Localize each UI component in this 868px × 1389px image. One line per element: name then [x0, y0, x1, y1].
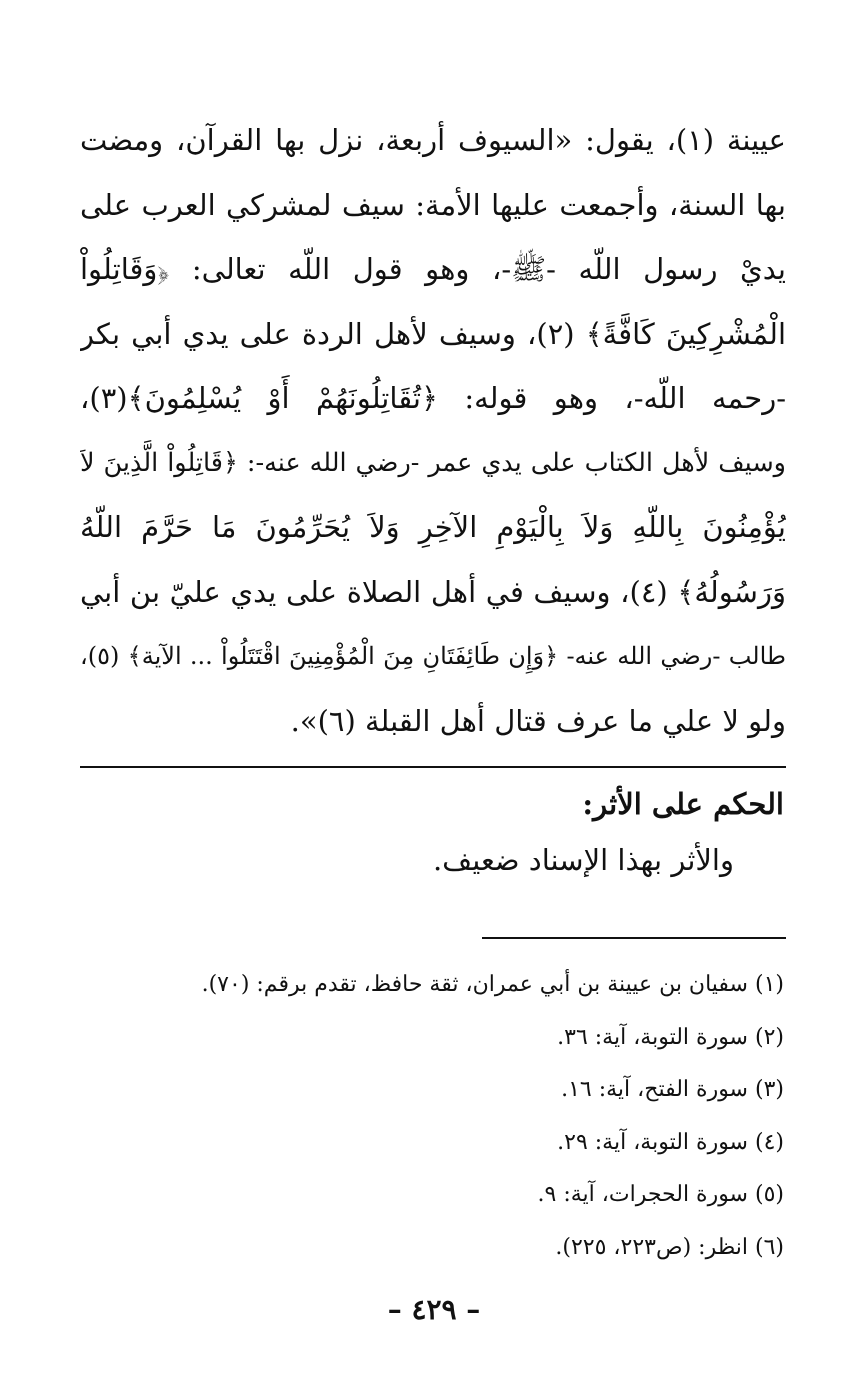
section-divider: [80, 766, 786, 768]
footnote-divider: [482, 937, 786, 939]
footnote: (٦) انظر: (ص٢٢٣، ٢٢٥).: [555, 1234, 784, 1260]
footnote: (٣) سورة الفتح، آية: ١٦.: [561, 1077, 784, 1103]
body-line: وَرَسُولُهُ﴾ (٤)، وسيف في أهل الصلاة على يدي عليّ بن أبي: [80, 574, 786, 609]
footnotes: [80, 962, 784, 1278]
body-line: وسيف لأهل الكتاب على يدي عمر -رضي الله عنه-: ﴿قَاتِلُواْ الَّذِينَ لاَ: [80, 447, 786, 478]
body-line: الْمُشْرِكِينَ كَافَّةً﴾ (٢)، وسيف لأهل الردة على يدي أبي بكر: [80, 316, 786, 351]
page-number: – ٤٢٩ –: [387, 1293, 481, 1326]
body-paragraph: [80, 108, 786, 753]
body-line: ولو لا علي ما عرف قتال أهل القبلة (٦)».: [290, 703, 786, 738]
body-line: يُؤْمِنُونَ بِاللّهِ وَلاَ بِالْيَوْمِ الآخِرِ وَلاَ يُحَرِّمُونَ مَا حَرَّمَ اللّهُ: [80, 510, 786, 544]
body-line: يديْ رسول اللّه -ﷺ-، وهو قول اللّه تعالى: ﴿وَقَاتِلُواْ: [80, 252, 786, 286]
footnote: (٤) سورة التوبة، آية: ٢٩.: [557, 1129, 784, 1155]
footnote: (١) سفيان بن عيينة بن أبي عمران، ثقة حافظ، تقدم برقم: (٧٠).: [201, 972, 784, 997]
verdict-heading: الحكم على الأثر:: [582, 787, 784, 821]
body-line: عيينة (١)، يقول: «السيوف أربعة، نزل بها القرآن، ومضت: [80, 123, 786, 157]
body-line: -رحمه اللّه-، وهو قوله: ﴿تُقَاتِلُونَهُمْ أَوْ يُسْلِمُونَ﴾(٣)،: [80, 381, 786, 415]
body-line: بها السنة، وأجمعت عليها الأمة: سيف لمشركي العرب على: [80, 187, 786, 222]
footnote: (٥) سورة الحجرات، آية: ٩.: [537, 1182, 784, 1208]
body-line: طالب -رضي الله عنه- ﴿وَإِن طَائِفَتَانِ مِنَ الْمُؤْمِنِينَ اقْتَتَلُواْ ... الآية﴾ (٥)،: [80, 642, 786, 670]
verdict-text: والأثر بهذا الإسناد ضعيف.: [432, 843, 734, 877]
footnote: (٢) سورة التوبة، آية: ٣٦.: [557, 1024, 784, 1050]
